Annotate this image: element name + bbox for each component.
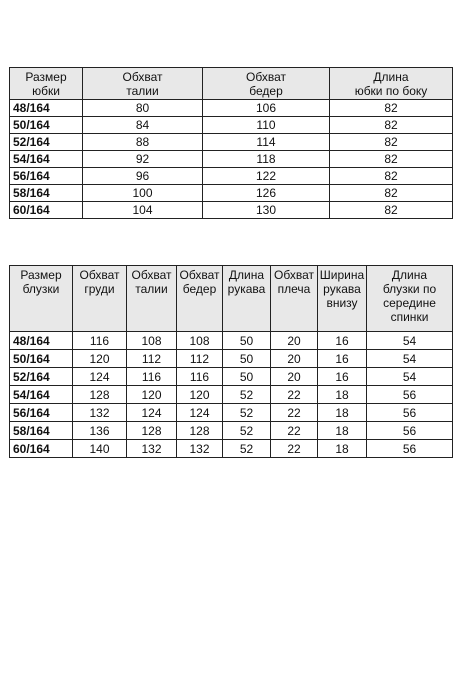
table-cell: 82 (330, 185, 453, 202)
table-row (10, 332, 453, 350)
table-cell: 116 (127, 368, 177, 386)
table-row (10, 202, 453, 219)
size-cell: 48/164 (10, 100, 83, 117)
size-cell: 48/164 (10, 332, 73, 350)
table-row (10, 440, 453, 458)
table-cell: 22 (271, 440, 318, 458)
size-cell: 50/164 (10, 350, 73, 368)
table-cell: 106 (203, 100, 330, 117)
table-cell: 16 (318, 332, 367, 350)
column-header: Обхват бедер (177, 266, 223, 332)
table-row (10, 151, 453, 168)
column-header: Ширина рукава внизу (318, 266, 367, 332)
size-cell: 58/164 (10, 185, 83, 202)
table-cell: 82 (330, 168, 453, 185)
table-cell: 54 (367, 332, 453, 350)
table-cell: 120 (127, 386, 177, 404)
table-header-row (10, 68, 453, 100)
size-cell: 52/164 (10, 134, 83, 151)
table-cell: 80 (83, 100, 203, 117)
table-cell: 122 (203, 168, 330, 185)
table-cell: 128 (73, 386, 127, 404)
table-cell: 82 (330, 202, 453, 219)
table-row (10, 350, 453, 368)
table-cell: 56 (367, 404, 453, 422)
table-cell: 136 (73, 422, 127, 440)
table-cell: 130 (203, 202, 330, 219)
table-cell: 124 (127, 404, 177, 422)
table-header-row (10, 266, 453, 332)
table-cell: 82 (330, 117, 453, 134)
column-header: Длина рукава (223, 266, 271, 332)
table-cell: 92 (83, 151, 203, 168)
table-cell: 52 (223, 440, 271, 458)
table-cell: 56 (367, 422, 453, 440)
table-cell: 114 (203, 134, 330, 151)
table-row (10, 100, 453, 117)
table-cell: 82 (330, 134, 453, 151)
table-cell: 56 (367, 440, 453, 458)
column-header: Обхват талии (127, 266, 177, 332)
table-cell: 88 (83, 134, 203, 151)
size-cell: 54/164 (10, 151, 83, 168)
table-row (10, 386, 453, 404)
table-cell: 50 (223, 350, 271, 368)
table-row (10, 422, 453, 440)
table-cell: 82 (330, 100, 453, 117)
table-cell: 54 (367, 368, 453, 386)
table-cell: 18 (318, 422, 367, 440)
table-cell: 96 (83, 168, 203, 185)
table-cell: 120 (73, 350, 127, 368)
table-row (10, 185, 453, 202)
table-cell: 52 (223, 404, 271, 422)
column-header: Длина юбки по боку (330, 68, 453, 100)
table-cell: 56 (367, 386, 453, 404)
table-cell: 118 (203, 151, 330, 168)
table-cell: 124 (73, 368, 127, 386)
size-cell: 56/164 (10, 168, 83, 185)
table-cell: 18 (318, 386, 367, 404)
table-cell: 50 (223, 332, 271, 350)
table-cell: 20 (271, 350, 318, 368)
size-cell: 60/164 (10, 202, 83, 219)
table-cell: 22 (271, 404, 318, 422)
table-cell: 116 (177, 368, 223, 386)
table-cell: 20 (271, 332, 318, 350)
table-cell: 124 (177, 404, 223, 422)
table-cell: 112 (127, 350, 177, 368)
table-cell: 128 (127, 422, 177, 440)
column-header: Размер юбки (10, 68, 83, 100)
table-cell: 20 (271, 368, 318, 386)
table-cell: 54 (367, 350, 453, 368)
table-cell: 108 (177, 332, 223, 350)
column-header: Обхват груди (73, 266, 127, 332)
blouse-size-table (9, 265, 453, 458)
table-cell: 132 (127, 440, 177, 458)
table-row (10, 134, 453, 151)
column-header: Обхват плеча (271, 266, 318, 332)
table-cell: 104 (83, 202, 203, 219)
table-cell: 110 (203, 117, 330, 134)
column-header: Обхват талии (83, 68, 203, 100)
size-cell: 50/164 (10, 117, 83, 134)
table-cell: 120 (177, 386, 223, 404)
table-cell: 50 (223, 368, 271, 386)
table-cell: 128 (177, 422, 223, 440)
size-cell: 52/164 (10, 368, 73, 386)
table-row (10, 117, 453, 134)
column-header: Размер блузки (10, 266, 73, 332)
table-cell: 126 (203, 185, 330, 202)
table-cell: 16 (318, 368, 367, 386)
column-header: Длина блузки по середине спинки (367, 266, 453, 332)
table-cell: 116 (73, 332, 127, 350)
size-cell: 58/164 (10, 422, 73, 440)
table-cell: 132 (177, 440, 223, 458)
table-cell: 18 (318, 440, 367, 458)
size-cell: 60/164 (10, 440, 73, 458)
table-cell: 22 (271, 386, 318, 404)
table-cell: 22 (271, 422, 318, 440)
table-cell: 140 (73, 440, 127, 458)
table-row (10, 168, 453, 185)
table-cell: 84 (83, 117, 203, 134)
column-header: Обхват бедер (203, 68, 330, 100)
table-cell: 132 (73, 404, 127, 422)
size-cell: 54/164 (10, 386, 73, 404)
skirt-size-table (9, 67, 453, 219)
size-cell: 56/164 (10, 404, 73, 422)
table-cell: 16 (318, 350, 367, 368)
table-cell: 108 (127, 332, 177, 350)
table-cell: 82 (330, 151, 453, 168)
table-cell: 100 (83, 185, 203, 202)
table-row (10, 368, 453, 386)
table-row (10, 404, 453, 422)
table-cell: 18 (318, 404, 367, 422)
table-cell: 52 (223, 422, 271, 440)
table-cell: 52 (223, 386, 271, 404)
table-cell: 112 (177, 350, 223, 368)
